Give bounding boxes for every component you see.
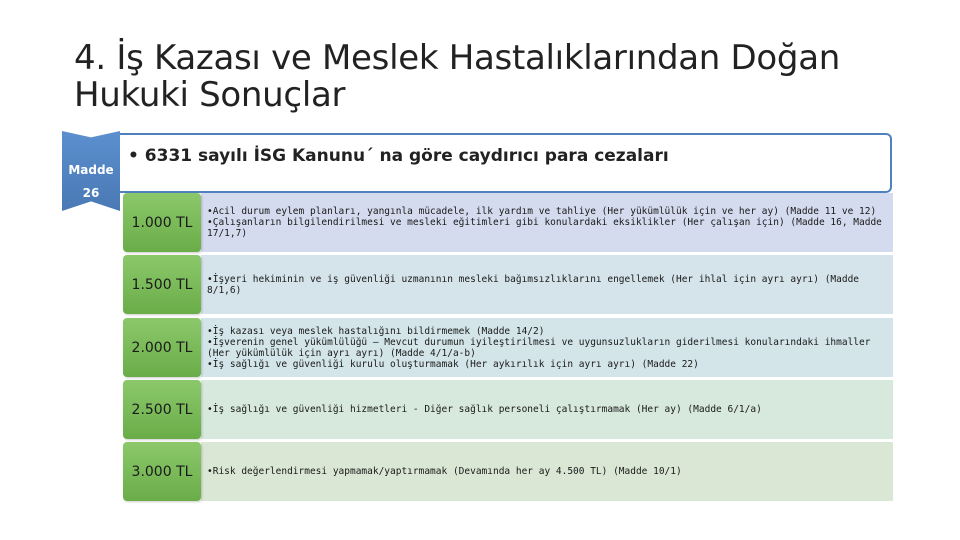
penalty-item: •İş sağlığı ve güvenliği kurulu oluşturmamak (Her aykırılık için ayrı ayrı) (Madde 22): [207, 358, 699, 370]
penalty-amount: 1.000 TL: [123, 193, 201, 252]
penalty-detail: [201, 380, 893, 439]
penalty-detail: [201, 442, 893, 501]
penalty-row: [123, 193, 893, 252]
penalty-item: •Acil durum eylem planları, yangınla mücadele, ilk yardım ve tahliye (Her yükümlülük için ve her ay) (Madde 11 ve 12): [207, 206, 877, 217]
penalty-item: •İş kazası veya meslek hastalığını bildirmemek (Madde 14/2): [207, 325, 545, 337]
penalty-item: •İş sağlığı ve güvenliği hizmetleri - Diğer sağlık personeli çalıştırmamak (Her ay) (Madde 6/1/a): [207, 404, 762, 415]
penalty-row: [123, 255, 893, 314]
penalty-amount: 2.500 TL: [123, 380, 201, 439]
penalty-item: •Risk değerlendirmesi yapmamak/yaptırmamak (Devamında her ay 4.500 TL) (Madde 10/1): [207, 466, 682, 477]
penalty-row: [123, 380, 893, 439]
penalty-item: •Çalışanların bilgilendirilmesi ve mesleki eğitimleri gibi konulardaki eksiklikler (Her çalışan için) (Madde 16, Madde 17/1,7): [207, 217, 882, 239]
penalty-row: [123, 442, 893, 501]
penalty-item: •İşverenin genel yükümlülüğü – Mevcut durumun iyileştirilmesi ve uygunsuzlukların giderilmesi konularındaki ihmaller (Her yükümlülük için ayrı ayrı) (Madde 4/1/a-b): [207, 336, 871, 359]
penalty-amount: 2.000 TL: [123, 318, 201, 377]
penalty-row: [123, 318, 893, 377]
madde-label: Madde: [68, 163, 114, 177]
slide-title: 4. İş Kazası ve Meslek Hastalıklarından Doğan Hukuki Sonuçlar: [74, 38, 840, 115]
penalty-item: •İşyeri hekiminin ve iş güvenliği uzmanının mesleki bağımsızlıklarını engellemek (Her ihlal için ayrı ayrı) (Madde 8/1,6): [207, 273, 860, 296]
penalty-detail: [201, 318, 893, 377]
penalty-amount: 1.500 TL: [123, 255, 201, 314]
header-text: • 6331 sayılı İSG Kanunu´ na göre caydırıcı para cezaları: [128, 146, 669, 166]
penalty-detail: [201, 193, 893, 252]
penalty-amount: 3.000 TL: [123, 442, 201, 501]
penalty-detail: [201, 255, 893, 314]
madde-number: 26: [82, 186, 100, 200]
